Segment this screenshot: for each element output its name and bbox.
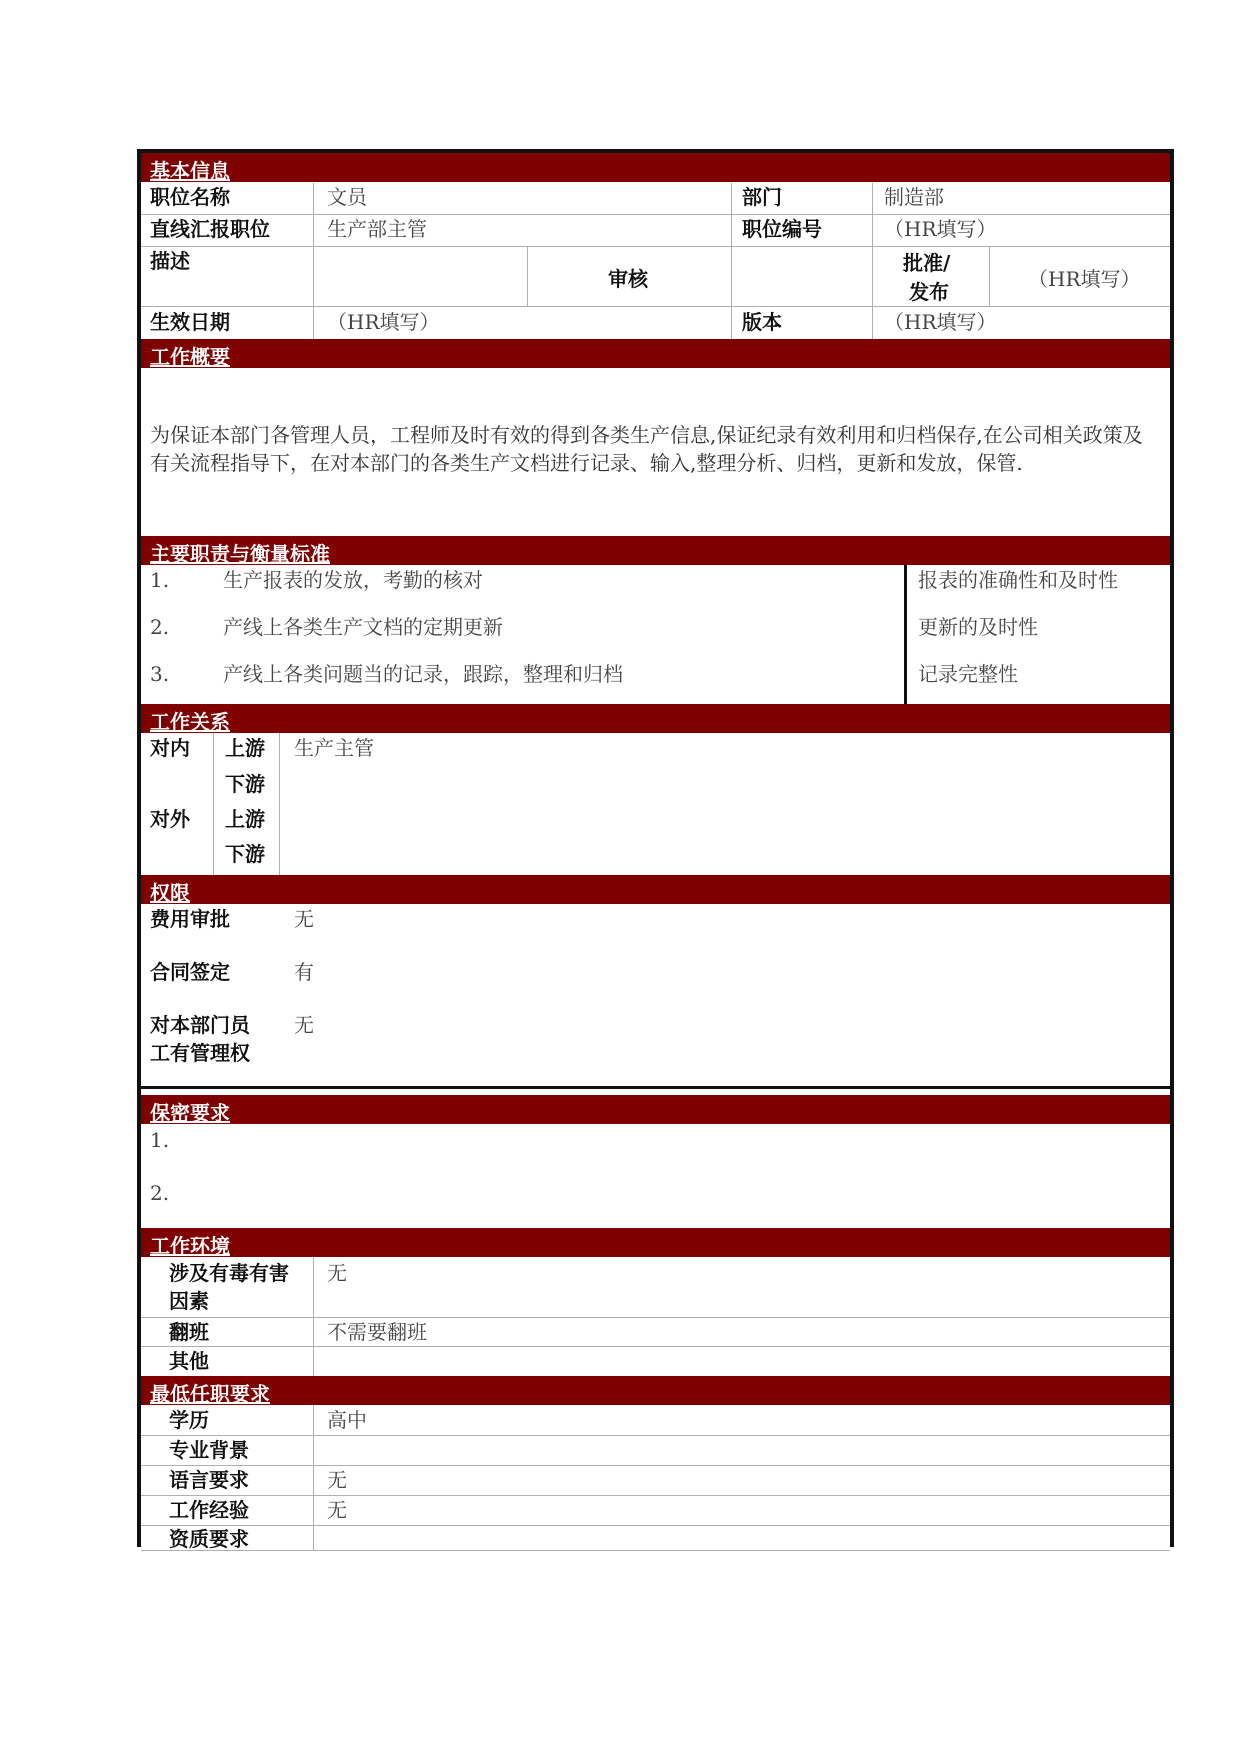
section-header-environment xyxy=(141,1228,1170,1257)
section-header-summary xyxy=(141,339,1170,368)
requirement-label: 专业背景 xyxy=(169,1438,249,1462)
confidential-item: 1. xyxy=(150,1128,170,1152)
date-label: 生效日期 xyxy=(150,310,230,334)
section-title: 工作环境 xyxy=(150,1234,230,1258)
section-title: 工作概要 xyxy=(150,345,230,369)
divider xyxy=(731,183,732,339)
authority-value: 无 xyxy=(294,907,314,931)
approve-value: （HR填写） xyxy=(1028,267,1141,291)
section-title: 最低任职要求 xyxy=(150,1382,270,1406)
upstream-label: 上游 xyxy=(225,736,265,760)
section-header-requirements xyxy=(141,1376,1170,1405)
divider xyxy=(527,247,528,306)
duty-text: 生产报表的发放，考勤的核对 xyxy=(223,568,483,592)
divider xyxy=(141,1465,1170,1466)
requirement-value: 高中 xyxy=(327,1408,367,1432)
requirement-label: 学历 xyxy=(169,1408,209,1432)
divider xyxy=(313,1405,314,1551)
section-header-basic xyxy=(141,153,1170,182)
section-header-confidential xyxy=(141,1095,1170,1124)
approve-label-2: 发布 xyxy=(909,280,949,304)
divider xyxy=(904,565,907,705)
section-title: 主要职责与衡量标准 xyxy=(150,542,330,566)
position-value: 文员 xyxy=(327,185,367,209)
divider xyxy=(989,247,990,306)
section-title: 工作关系 xyxy=(150,710,230,734)
duty-standard: 报表的准确性和及时性 xyxy=(918,568,1118,592)
section-title: 权限 xyxy=(150,881,190,905)
duty-text: 产线上各类生产文档的定期更新 xyxy=(223,615,503,639)
divider xyxy=(141,214,1170,215)
environment-value: 无 xyxy=(327,1261,347,1285)
downstream-label: 下游 xyxy=(225,842,265,866)
duty-standard: 记录完整性 xyxy=(918,662,1018,686)
downstream-label: 下游 xyxy=(225,772,265,796)
approve-label-1: 批准/ xyxy=(903,251,951,275)
requirement-label: 语言要求 xyxy=(169,1468,249,1492)
requirement-value: 无 xyxy=(327,1468,347,1492)
section-header-duties xyxy=(141,536,1170,565)
section-title: 保密要求 xyxy=(150,1101,230,1125)
divider xyxy=(141,1550,1170,1551)
duty-number: 3. xyxy=(150,662,170,686)
authority-value: 有 xyxy=(294,960,314,984)
duty-number: 1. xyxy=(150,568,170,592)
position-label: 职位名称 xyxy=(150,185,230,209)
divider xyxy=(213,733,214,877)
divider xyxy=(141,1317,1170,1318)
review-label: 审核 xyxy=(608,267,648,291)
authority-label: 费用审批 xyxy=(150,907,230,931)
internal-upstream-value: 生产主管 xyxy=(294,736,374,760)
divider xyxy=(141,1525,1170,1526)
requirement-label: 工作经验 xyxy=(169,1498,249,1522)
duty-number: 2. xyxy=(150,615,170,639)
duty-text: 产线上各类问题当的记录，跟踪，整理和归档 xyxy=(223,662,623,686)
divider xyxy=(141,1495,1170,1496)
divider xyxy=(141,246,1170,247)
environment-label: 其他 xyxy=(169,1349,209,1373)
section-header-relations xyxy=(141,704,1170,733)
authority-value: 无 xyxy=(294,1013,314,1037)
divider xyxy=(313,183,314,339)
divider xyxy=(141,306,1170,307)
version-label: 版本 xyxy=(742,310,782,334)
divider xyxy=(872,183,873,339)
authority-label: 对本部门员 xyxy=(150,1013,250,1037)
date-value: （HR填写） xyxy=(327,310,440,334)
environment-label: 因素 xyxy=(169,1289,209,1313)
divider xyxy=(141,1346,1170,1347)
job-description-form xyxy=(137,149,1174,1551)
authority-label: 工有管理权 xyxy=(150,1041,250,1065)
section-title: 基本信息 xyxy=(150,159,230,183)
report-value: 生产部主管 xyxy=(327,217,427,241)
divider xyxy=(279,733,280,877)
confidential-item: 2. xyxy=(150,1181,170,1205)
divider xyxy=(141,1435,1170,1436)
duty-standard: 更新的及时性 xyxy=(918,615,1038,639)
divider xyxy=(141,1086,1170,1089)
upstream-label: 上游 xyxy=(225,807,265,831)
environment-value: 不需要翻班 xyxy=(327,1320,427,1344)
environment-label: 翻班 xyxy=(169,1320,209,1344)
code-value: （HR填写） xyxy=(884,217,997,241)
desc-label: 描述 xyxy=(150,249,190,273)
requirement-value: 无 xyxy=(327,1498,347,1522)
dept-label: 部门 xyxy=(742,185,782,209)
internal-label: 对内 xyxy=(150,736,190,760)
report-label: 直线汇报职位 xyxy=(150,217,270,241)
version-value: （HR填写） xyxy=(884,310,997,334)
dept-value: 制造部 xyxy=(884,185,944,209)
summary-text: 为保证本部门各管理人员，工程师及时有效的得到各类生产信息,保证纪录有效利用和归档保存,在公司相关政策及有关流程指导下，在对本部门的各类生产文档进行记录、输入,整理分析、归档，更新和发放，保管. xyxy=(150,423,1143,475)
external-label: 对外 xyxy=(150,807,190,831)
authority-label: 合同签定 xyxy=(150,960,230,984)
environment-label: 涉及有毒有害 xyxy=(169,1261,289,1285)
requirement-label: 资质要求 xyxy=(169,1527,249,1551)
section-header-authority xyxy=(141,875,1170,904)
code-label: 职位编号 xyxy=(742,217,822,241)
